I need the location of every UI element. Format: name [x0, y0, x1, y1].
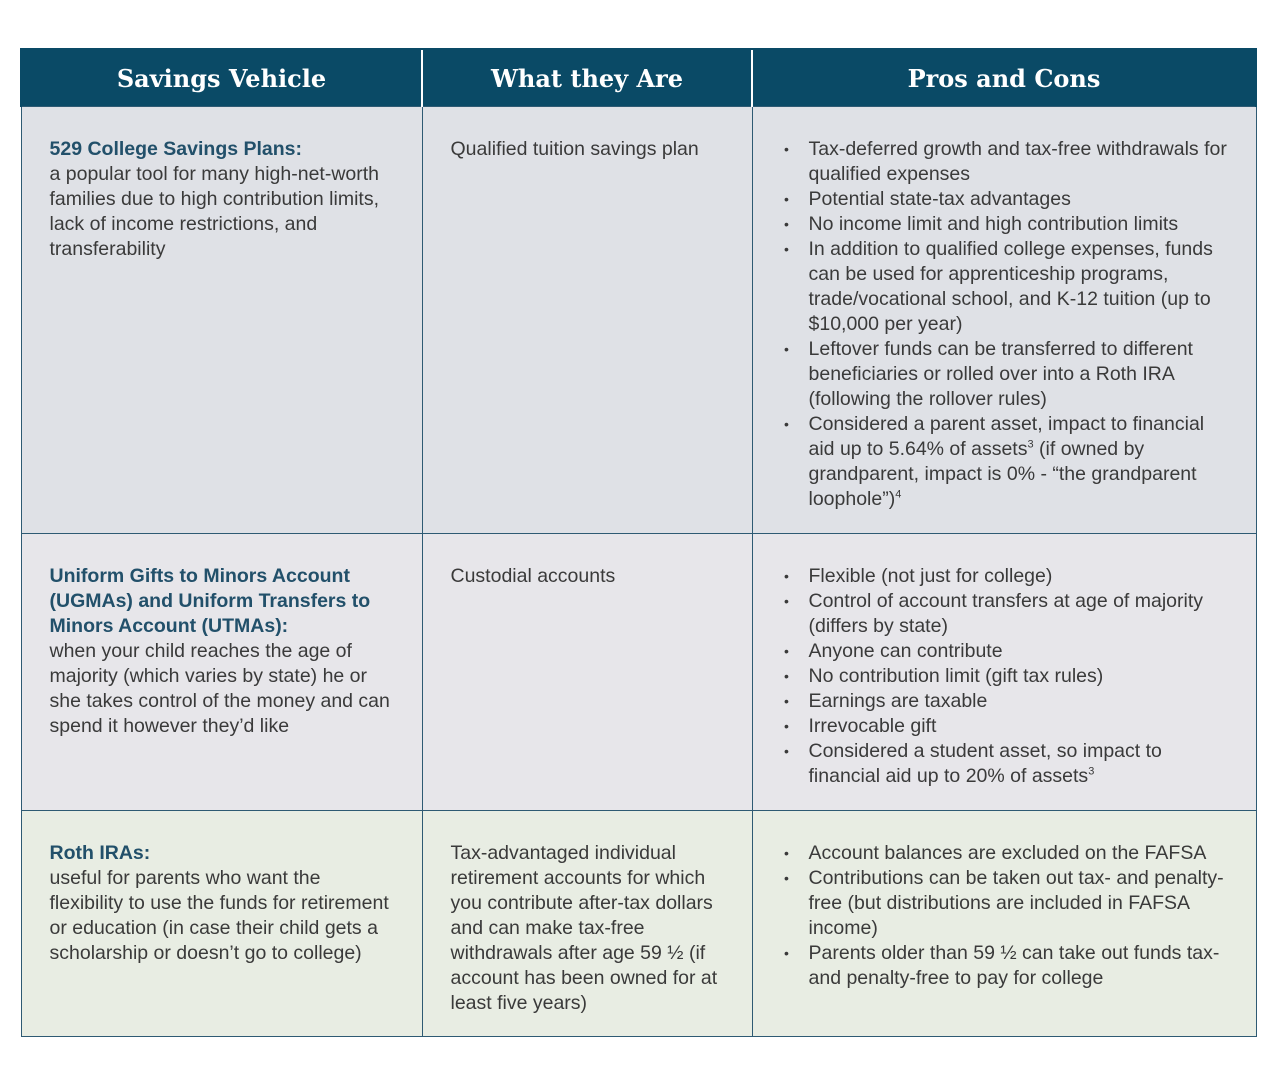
list-item: • No contribution limit (gift tax rules) — [781, 664, 1236, 689]
pros-cons-cell — [752, 811, 1256, 1037]
what-cell — [422, 534, 752, 811]
list-item: • Potential state-tax advantages — [781, 187, 1236, 212]
pros-cons-list — [781, 564, 1236, 789]
header-what-they-are: What they Are — [422, 49, 752, 107]
pros-cons-cell — [752, 107, 1256, 534]
list-item: • In addition to qualified college expenses, funds can be used for apprenticeship programs, trade/vocational school, and K-12 tuition (up to $10,000 per year) — [781, 237, 1236, 337]
list-item: • Leftover funds can be transferred to different beneficiaries or rolled over into a Roth IRA (following the rollover rules) — [781, 337, 1236, 412]
footnote-ref: 3 — [1027, 438, 1034, 451]
pros-cons-list — [781, 841, 1236, 991]
pros-cons-cell — [752, 534, 1256, 811]
bullet-icon: • — [784, 718, 789, 734]
list-item: • Contributions can be taken out tax- and penalty-free (but distributions are included in FAFSA income) — [781, 866, 1236, 941]
table-header-row — [21, 49, 1256, 107]
footnote-ref: 3 — [1088, 765, 1095, 778]
vehicle-name: 529 College Savings Plans: — [49, 138, 303, 160]
pros-cons-list — [781, 137, 1236, 512]
what-cell — [422, 811, 752, 1037]
vehicle-description: useful for parents who want the flexibility to use the funds for retirement or education (in case their child gets a scholarship or doesn’t go to college) — [49, 867, 389, 964]
list-item: • Earnings are taxable — [781, 689, 1236, 714]
bullet-icon: • — [784, 945, 789, 961]
bullet-icon: • — [784, 845, 789, 861]
bullet-icon: • — [784, 191, 789, 207]
vehicle-cell — [21, 811, 422, 1037]
bullet-icon: • — [784, 693, 789, 709]
what-cell — [422, 107, 752, 534]
list-item: • Tax-deferred growth and tax-free withdrawals for qualified expenses — [781, 137, 1236, 187]
list-item: • Flexible (not just for college) — [781, 564, 1236, 589]
bullet-icon: • — [784, 141, 789, 157]
what-text: Custodial accounts — [450, 565, 616, 587]
list-item: • Control of account transfers at age of majority (differs by state) — [781, 589, 1236, 639]
header-savings-vehicle: Savings Vehicle — [21, 49, 422, 107]
bullet-icon: • — [784, 668, 789, 684]
vehicle-name: Roth IRAs: — [49, 842, 151, 864]
list-item: • Account balances are excluded on the FAFSA — [781, 841, 1236, 866]
vehicle-description: a popular tool for many high-net-worth families due to high contribution limits, lack of income restrictions, and transferability — [49, 163, 380, 260]
bullet-icon: • — [784, 341, 789, 357]
vehicle-name: Uniform Gifts to Minors Account (UGMAs) and Uniform Transfers to Minors Account (UTMAs): — [49, 565, 371, 637]
bullet-icon: • — [784, 568, 789, 584]
bullet-icon: • — [784, 416, 789, 432]
what-text: Qualified tuition savings plan — [450, 138, 699, 160]
bullet-icon: • — [784, 870, 789, 886]
bullet-icon: • — [784, 241, 789, 257]
savings-comparison-table-wrapper — [20, 48, 1255, 1037]
list-item: • Anyone can contribute — [781, 639, 1236, 664]
what-text: Tax-advantaged individual retirement accounts for which you contribute after-tax dollars and can make tax-free withdrawals after age 59 ½ (if account has been owned for at least five years) — [450, 842, 718, 1014]
footnote-ref: 4 — [895, 488, 902, 501]
bullet-icon: • — [784, 643, 789, 659]
vehicle-description: when your child reaches the age of majority (which varies by state) he or she takes control of the money and can spend it however they’d like — [49, 640, 390, 737]
vehicle-cell — [21, 534, 422, 811]
list-item: • Considered a parent asset, impact to financial aid up to 5.64% of assets$^3$ (if owned by grandparent, impact is 0% - “the grandparent loophole”)$^4$ — [781, 412, 1236, 512]
list-item: • Considered a student asset, so impact to financial aid up to 20% of assets$^3$ — [781, 739, 1236, 789]
table-row-529 — [21, 107, 1256, 534]
list-item: • Parents older than 59 ½ can take out funds tax- and penalty-free to pay for college — [781, 941, 1236, 991]
table-row-roth-ira — [21, 811, 1256, 1037]
list-item: • No income limit and high contribution limits — [781, 212, 1236, 237]
bullet-icon: • — [784, 593, 789, 609]
list-item: • Irrevocable gift — [781, 714, 1236, 739]
bullet-icon: • — [784, 743, 789, 759]
bullet-icon: • — [784, 216, 789, 232]
savings-comparison-table — [20, 48, 1257, 1037]
vehicle-cell — [21, 107, 422, 534]
header-pros-and-cons: Pros and Cons — [752, 49, 1256, 107]
table-row-ugma-utma — [21, 534, 1256, 811]
